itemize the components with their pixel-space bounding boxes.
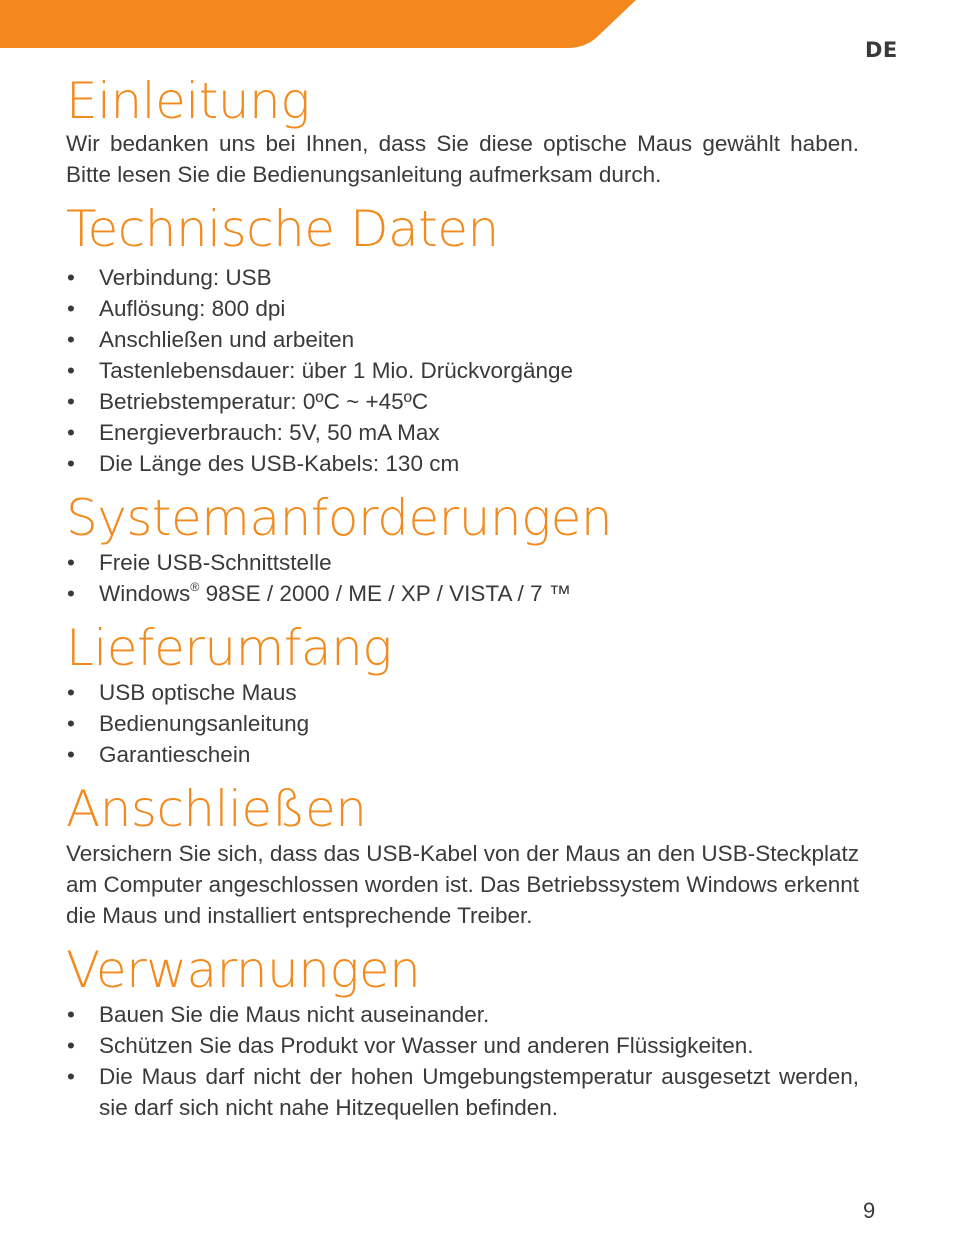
list-item: • Garantieschein — [66, 739, 859, 770]
bullet-icon: • — [67, 742, 75, 767]
list-item: • Betriebstemperatur: 0ºC ~ +45ºC — [66, 386, 859, 417]
bullet-icon: • — [67, 1002, 75, 1027]
list-item: • Bedienungsanleitung — [66, 708, 859, 739]
heading-package-contents: Lieferumfang — [66, 619, 392, 677]
section-introduction — [66, 74, 859, 190]
orange-header-banner — [0, 0, 640, 50]
section-connecting — [66, 782, 859, 931]
language-label: DE — [865, 38, 898, 62]
bullet-icon: • — [67, 680, 75, 705]
windows-brand: Windows — [99, 581, 191, 606]
bullet-icon: • — [67, 711, 75, 736]
list-item: • Energieverbrauch: 5V, 50 mA Max — [66, 417, 859, 448]
windows-versions: 98SE / 2000 / ME / XP / VISTA / 7 ™ — [199, 581, 572, 606]
intro-paragraph: Wir bedanken uns bei Ihnen, dass Sie diese optische Maus gewählt haben. Bitte lesen Sie die Bedienungsanleitung aufmerksam durch. — [66, 131, 859, 187]
bullet-icon: • — [67, 358, 75, 383]
list-item: • Auflösung: 800 dpi — [66, 293, 859, 324]
bullet-icon: • — [67, 327, 75, 352]
bullet-icon: • — [67, 389, 75, 414]
package-contents-list — [66, 677, 859, 770]
bullet-icon: • — [67, 265, 75, 290]
list-item: • Anschließen und arbeiten — [66, 324, 859, 355]
system-requirements-list — [66, 547, 859, 609]
connect-paragraph: Versichern Sie sich, dass das USB-Kabel von der Maus an den USB-Steckplatz am Computer angeschlossen worden ist. Das Betriebssystem Windows erkennt die Maus und installiert entsprechende Treiber. — [66, 841, 859, 928]
section-package-contents — [66, 621, 859, 770]
heading-warnings: Verwarnungen — [66, 941, 421, 999]
heading-connecting: Anschließen — [66, 780, 367, 838]
bullet-icon: • — [67, 1064, 75, 1089]
technical-data-list — [66, 262, 859, 479]
page-number: 9 — [863, 1198, 876, 1223]
registered-mark: ® — [190, 579, 200, 594]
list-item: • Die Länge des USB-Kabels: 130 cm — [66, 448, 859, 479]
heading-system-requirements: Systemanforderungen — [66, 489, 613, 547]
section-technical-data — [66, 202, 859, 479]
heading-technical-data: Technische Daten — [66, 200, 499, 258]
list-item: • Freie USB-Schnittstelle — [66, 547, 859, 578]
bullet-icon: • — [67, 550, 75, 575]
bullet-icon: • — [67, 1033, 75, 1058]
bullet-icon: • — [67, 420, 75, 445]
section-system-requirements — [66, 491, 859, 609]
list-item: • Verbindung: USB — [66, 262, 859, 293]
manual-content — [66, 74, 859, 1123]
section-warnings — [66, 943, 859, 1123]
bullet-icon: • — [67, 296, 75, 321]
warnings-list — [66, 999, 859, 1123]
list-item: • Die Maus darf nicht der hohen Umgebungstemperatur ausgesetzt werden, sie darf sich nicht nahe Hitzequellen befinden. — [66, 1061, 859, 1123]
list-item: • USB optische Maus — [66, 677, 859, 708]
heading-introduction: Einleitung — [66, 72, 310, 130]
bullet-icon: • — [67, 451, 75, 476]
list-item: • Schützen Sie das Produkt vor Wasser und anderen Flüssigkeiten. — [66, 1030, 859, 1061]
list-item: • Bauen Sie die Maus nicht auseinander. — [66, 999, 859, 1030]
list-item: • Tastenlebensdauer: über 1 Mio. Drückvorgänge — [66, 355, 859, 386]
list-item — [66, 578, 859, 609]
bullet-icon: • — [67, 581, 75, 606]
